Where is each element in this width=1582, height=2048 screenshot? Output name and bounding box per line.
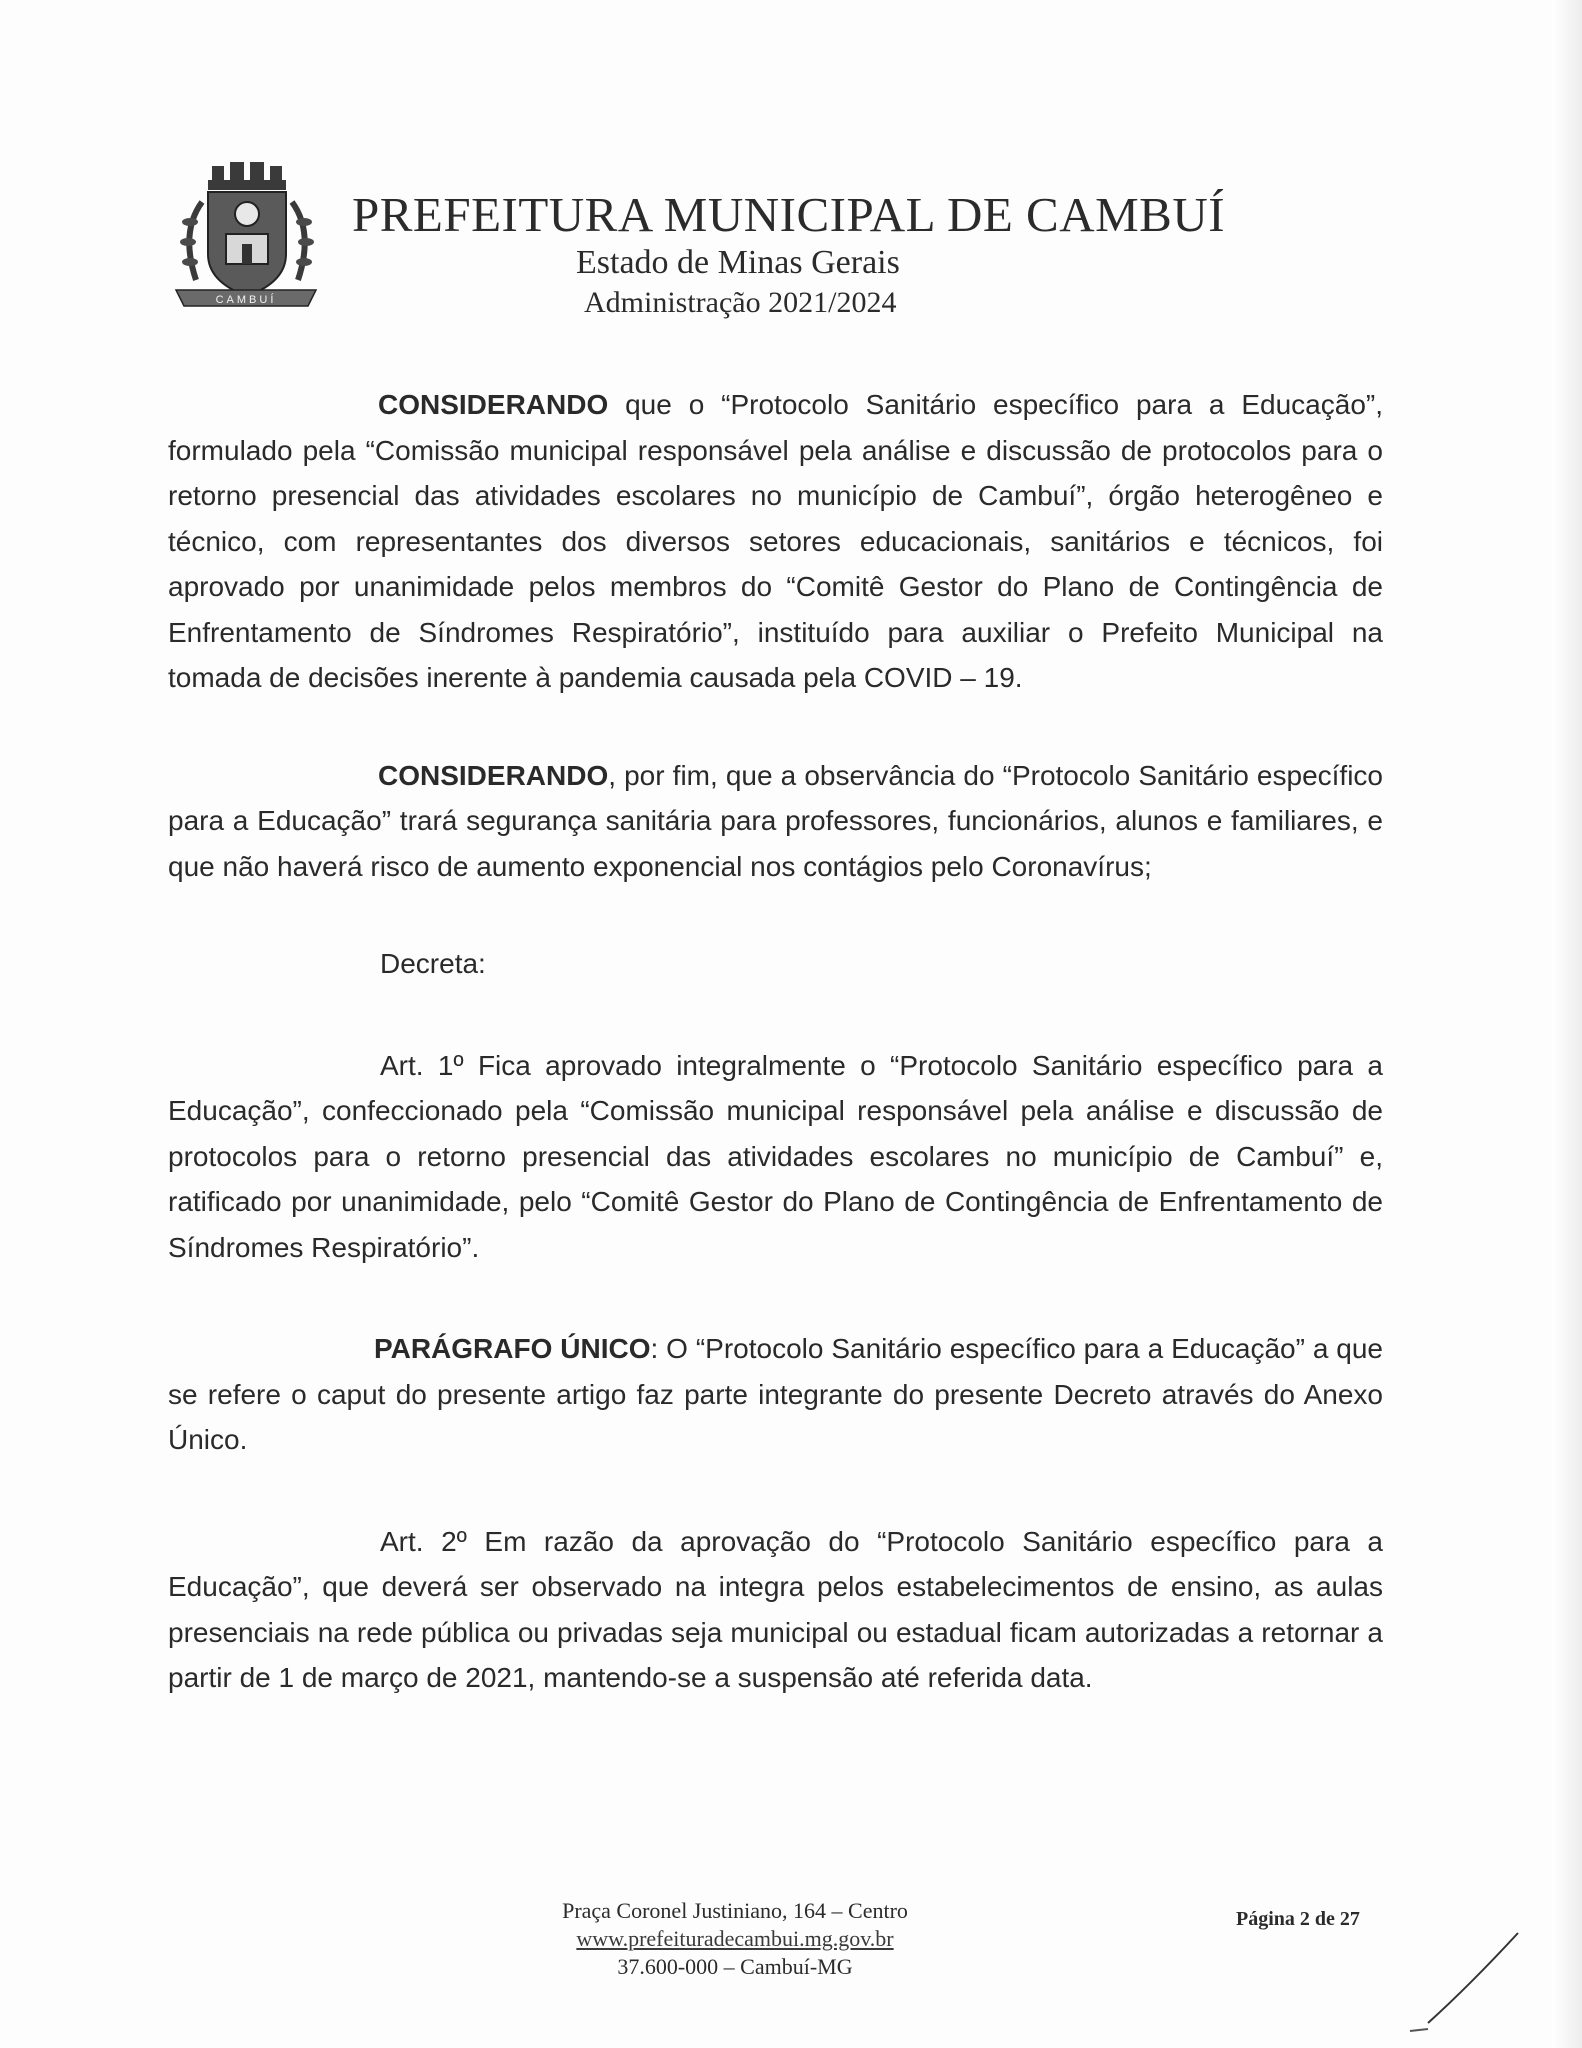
footer-address-block <box>470 1897 1000 1981</box>
decreta-heading: Decreta: <box>380 948 486 979</box>
footer-city: 37.600-000 – Cambuí-MG <box>617 1954 853 1979</box>
footer-address: Praça Coronel Justiniano, 164 – Centro <box>562 1898 908 1923</box>
crest-ribbon-text: CAMBUÍ <box>215 294 277 306</box>
article-2: Art. 2º Em razão da aprovação do “Protocolo Sanitário específico para a Educação”, que deverá ser observado na integra pelos estabelecimentos de ensino, as aulas presenciais na rede pública ou privadas seja municipal ou estadual ficam autorizadas a retornar a partir de 1 de março de 2021, mantendo-se a suspensão até referida data. <box>168 1525 1383 1693</box>
coat-of-arms-icon <box>166 162 326 314</box>
footer-website-link[interactable]: www.prefeituradecambui.mg.gov.br <box>576 1926 894 1951</box>
paragrafo-unico-text: : O “Protocolo Sanitário específico para a Educação” a que se refere o caput do presente artigo faz parte integrante do presente Decreto através do Anexo Único. <box>168 1333 1383 1455</box>
scan-edge-shadow <box>1552 0 1582 2048</box>
paragrafo-unico <box>168 1326 1383 1463</box>
article-1: Art. 1º Fica aprovado integralmente o “Protocolo Sanitário específico para a Educação”, confeccionado pela “Comissão municipal responsável pela análise e discussão de protocolos para o retorno presencial das atividades escolares no município de Cambuí” e, ratificado por unanimidade, pelo “Comitê Gestor do Plano de Contingência de Enfrentamento de Síndromes Respiratório”. <box>168 1049 1383 1263</box>
considerando-paragraph-1 <box>168 382 1383 701</box>
considerando-paragraph-2 <box>168 753 1383 890</box>
paragrafo-unico-lead: PARÁGRAFO ÚNICO <box>374 1333 651 1364</box>
document-body <box>168 382 1383 1701</box>
initials-signature-icon <box>1400 1915 1540 2035</box>
considerando-lead-1: CONSIDERANDO <box>378 389 609 420</box>
organization-title: PREFEITURA MUNICIPAL DE CAMBUÍ <box>352 187 1226 242</box>
organization-administration: Administração 2021/2024 <box>584 286 897 319</box>
considerando-lead-2: CONSIDERANDO <box>378 759 609 791</box>
considerando-text-2: , por fim, que a observância do “Protocolo Sanitário específico para a Educação” trará segurança sanitária para professores, funcionários, alunos e familiares, e que não haverá risco de aumento exponencial nos contágios pelo Coronavírus; <box>168 759 1383 882</box>
page-number: Página 2 de 27 <box>1236 1908 1360 1930</box>
considerando-text-1: que o “Protocolo Sanitário específico para a Educação”, formulado pela “Comissão municipal responsável pela análise e discussão de protocolos para o retorno presencial das atividades escolares no município de Cambuí”, órgão heterogêneo e técnico, com representantes dos diversos setores educacionais, sanitários e técnicos, foi aprovado por unanimidade pelos membros do “Comitê Gestor do Plano de Contingência de Enfrentamento de Síndromes Respiratório”, instituído para auxiliar o Prefeito Municipal na tomada de decisões inerente à pandemia causada pela COVID – 19. <box>168 389 1383 693</box>
organization-state: Estado de Minas Gerais <box>576 244 900 281</box>
